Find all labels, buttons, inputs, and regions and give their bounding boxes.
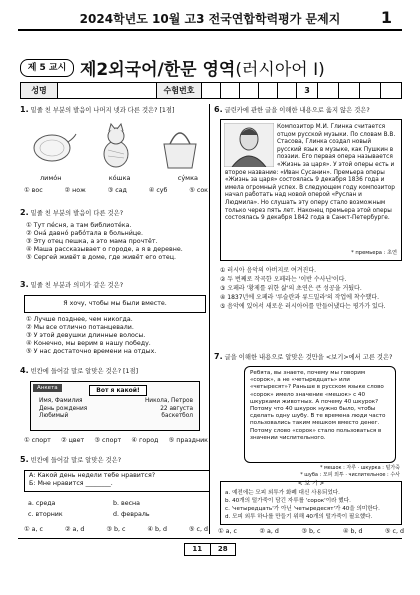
q5-choices	[28, 500, 198, 519]
option[interactable]: ④ Конечно, мы верим в нашу победу.	[26, 340, 151, 347]
info-bar	[20, 82, 402, 99]
bogi-item: a. 예전에는 모피 외투가 화폐 대신 사용되었다.	[225, 490, 340, 496]
q6-options	[220, 266, 404, 311]
option[interactable]: ① a, c	[218, 528, 237, 535]
option[interactable]: ④ суб	[148, 187, 168, 194]
option[interactable]: ③ 오페라 '황제를 위한 삶'의 초연은 큰 성공을 거뒀다.	[220, 285, 362, 292]
cat-icon	[104, 124, 128, 167]
header-rule	[18, 29, 402, 31]
option[interactable]: ② a, d	[64, 526, 85, 533]
option[interactable]: ① 러시아 음악의 아버지로 여겨진다.	[220, 267, 317, 274]
q1-images	[28, 122, 204, 180]
question-text: 글린카에 관한 글을 이해한 내용으로 옳지 않은 것은?	[224, 107, 370, 114]
card-title: Вот я какой!	[89, 385, 147, 396]
row-value: баскетбол	[161, 413, 193, 420]
question-text: 밑줄 친 부분의 발음이 다른 것은?	[30, 210, 124, 217]
option[interactable]: ② a, d	[259, 528, 279, 535]
bogi-title: < 보 기 >	[297, 481, 325, 487]
q7-notes	[300, 465, 400, 478]
lemon-icon	[34, 134, 76, 161]
dialog-line: Б: Мне нравится ________.	[29, 480, 113, 487]
option[interactable]: ① вос	[24, 187, 43, 194]
q6-passage	[225, 124, 397, 223]
bogi-items	[225, 489, 399, 521]
option[interactable]: ⑤ c, d	[384, 528, 404, 535]
option[interactable]: ① Тут пе́сня, а там библиоте́ка.	[26, 222, 132, 229]
option[interactable]: ⑤ праздник	[168, 437, 208, 444]
dialog-line: A: Какой день недели тебе нравится?	[29, 472, 156, 479]
question-number: 4.	[20, 366, 29, 375]
page-number: 1	[380, 8, 392, 27]
q7-options	[218, 528, 404, 536]
option[interactable]: ④ b, d	[147, 526, 167, 533]
option[interactable]: ② 두 번째로 작곡한 오페라는 '이반 수사닌'이다.	[220, 276, 347, 283]
exam-digit-cell[interactable]	[259, 83, 278, 98]
bogi-item: d. 모피 외투 하나를 만들기 위해 40개의 털가죽이 필요했다.	[225, 514, 373, 520]
option[interactable]: ⑤ 음악에 있어서 새로운 러시아어를 만들어냈다는 평가가 있다.	[220, 303, 386, 310]
page-current: 11	[185, 544, 211, 555]
question-2	[20, 209, 206, 218]
question-number: 7.	[214, 352, 223, 361]
exam-no-label: 수험번호	[157, 83, 202, 98]
question-number: 5.	[20, 455, 29, 464]
passage-text: Композитор М.И. Глинка считается отцом русской музыки. По словам В.В. Стасова, Глинка создал новый русский язык в музыке, как Пушкин в поэзии. Его первая опера называется «Жизнь за царя». У этой оперы есть и второе название: «Иван Сусанин». Премьера оперы «Жизнь за царя» состоялась 9 декабря 1836 года и имела огромный успех. В следующем году композитор начал работать над новой оперой «Руслан и Людмила». Но слушать эту оперу стало возможным только через пять лет. Наконец премьера этой оперы состоялась 9 декабря 1842 года в Санкт-Петербурге.	[225, 124, 396, 222]
question-text: 빈칸에 들어갈 말로 알맞은 것은? [1점]	[30, 368, 139, 375]
option[interactable]: ③ Эту отец пешка, а это мама прочтёт.	[26, 238, 158, 245]
q4-card	[30, 381, 200, 431]
word-label: лимо́н	[40, 174, 62, 182]
q7-passage: Ребята, вы знаете, почему мы говорим «сорок», а не «четыредцать» или «четыресят»? Раньше в русском языке слово «сорок» имело значение «мешок» с 40 шкурками животных. А почему 40 шкурок? Потому что 40 шкурок нужно было, чтобы сделать одну шубу. В те времена люди часто пользовались таким мешком вместо денег. Потому слово «сорок» стало пользоваться в значении числительного.	[250, 370, 386, 441]
option[interactable]: ① a, c	[24, 526, 43, 533]
name-field[interactable]	[58, 83, 157, 98]
q6-passage-box	[220, 119, 402, 261]
option[interactable]: ⑤ c, d	[188, 526, 208, 533]
question-1	[20, 106, 206, 115]
q5-options	[24, 526, 208, 534]
bag-icon	[164, 133, 196, 168]
question-number: 2.	[20, 208, 29, 217]
question-4	[20, 367, 206, 376]
choice: d. февраль	[113, 511, 150, 518]
period-badge: 제 5 교시	[20, 59, 74, 77]
option[interactable]: ② цвет	[60, 437, 85, 444]
question-text: 밑줄 친 부분의 발음이 나머지 넷과 다른 것은? [1점]	[30, 107, 175, 114]
question-number: 1.	[20, 105, 29, 114]
option[interactable]: ② Мы все отлично потанцевали.	[26, 324, 134, 331]
note-line: * мешок : 자루 · шкурка : 털가죽	[319, 465, 400, 471]
subject-sub: (러시아어 Ⅰ)	[235, 60, 325, 80]
question-3	[20, 281, 206, 290]
bogi-item: b. 40개의 털가죽이 담긴 자루를 'сорок'이라 했다.	[225, 498, 351, 504]
option[interactable]: ⑤ сок	[189, 187, 208, 194]
q7-passage-box	[244, 366, 396, 463]
option[interactable]: ③ b, c	[106, 526, 126, 533]
note-line: * шуба : 모피 외투 · числительное : 수사	[300, 471, 400, 478]
row-value: 22 августа	[160, 405, 193, 412]
question-number: 6.	[214, 105, 223, 114]
option[interactable]: ① спорт	[24, 437, 51, 444]
page-total: 28	[217, 545, 228, 553]
option[interactable]: ③ сад	[107, 187, 127, 194]
exam-digit-cell[interactable]	[318, 83, 339, 98]
option[interactable]: ④ 1837년에 오페라 '루슬란과 류드밀라'의 작업에 착수했다.	[220, 294, 380, 301]
word-label: ко́шка	[108, 174, 131, 182]
row-label: Имя, Фамилия	[39, 398, 83, 404]
option[interactable]: ② Она́ давно́ рабо́тала в больни́це.	[26, 230, 144, 237]
q2-options	[26, 222, 206, 262]
q3-sentence-box: Я хочу, чтобы мы были вместе.	[24, 295, 206, 313]
passage-note: * премьера : 초연	[351, 250, 397, 257]
row-label: Любимый	[39, 413, 69, 420]
choice: a. среда	[28, 500, 56, 507]
footer-rule	[18, 538, 402, 539]
option[interactable]: ④ b, d	[342, 528, 363, 535]
choice: b. весна	[113, 500, 141, 507]
word-label: су́мка	[177, 174, 198, 182]
option[interactable]: ⑤ У нас достаточно времени на отдых.	[26, 348, 157, 355]
subject-title	[80, 55, 325, 80]
question-text: 빈칸에 들어갈 말로 알맞은 것은?	[30, 457, 122, 464]
question-5	[20, 456, 206, 465]
exam-digit-fixed: 3	[297, 83, 318, 98]
card-rows	[39, 398, 193, 421]
option[interactable]: ② нож	[64, 187, 86, 194]
q3-options	[26, 316, 206, 356]
card-tag: Анкета	[33, 384, 62, 392]
question-6	[214, 106, 402, 115]
q1-illustrations	[28, 122, 204, 170]
row-value: Никола, Петров	[144, 398, 193, 404]
row-label: День рождения	[39, 405, 88, 412]
question-7	[214, 353, 402, 362]
choice: c. вторник	[28, 511, 63, 518]
q5-dialog-box	[24, 470, 210, 492]
exam-digit-cell[interactable]	[221, 83, 240, 98]
exam-title: 2024학년도 10월 고3 전국연합학력평가 문제지	[79, 12, 341, 26]
option[interactable]: ⑤ Сергей живёт в доме, где живёт его отец.	[26, 254, 177, 261]
option[interactable]: ① Лучше позднее, чем никогда.	[26, 316, 133, 323]
exam-digit-cell[interactable]	[202, 83, 221, 98]
portrait-spacer	[225, 124, 277, 168]
subject-main: 제2외국어/한문 영역	[80, 60, 236, 80]
question-text: 글을 이해한 내용으로 알맞은 것만을 <보기>에서 고른 것은?	[224, 354, 393, 361]
q4-options	[24, 437, 208, 445]
exam-digit-cell[interactable]	[240, 83, 259, 98]
question-number: 3.	[20, 280, 29, 289]
exam-digit-cell[interactable]	[360, 83, 381, 98]
option[interactable]: ④ город	[131, 437, 159, 444]
q7-bogi-box	[220, 481, 402, 525]
exam-digit-cell[interactable]	[339, 83, 360, 98]
option[interactable]: ③ У этой девушки длинные волосы.	[26, 332, 146, 339]
exam-digit-cell[interactable]	[278, 83, 297, 98]
q1-options	[24, 187, 208, 195]
page-counter	[184, 543, 236, 556]
option[interactable]: ③ b, c	[301, 528, 321, 535]
question-text: 밑줄 친 부분과 의미가 같은 것은?	[30, 282, 124, 289]
option[interactable]: ③ спорт	[94, 437, 122, 444]
bogi-item: c. 'четыредцать'가 아닌 'четыредесят'가 40을 의미한다.	[225, 506, 380, 512]
option[interactable]: ④ Маша рассказывает о городе, а я в деревне.	[26, 246, 183, 253]
name-label: 성명	[21, 83, 58, 98]
